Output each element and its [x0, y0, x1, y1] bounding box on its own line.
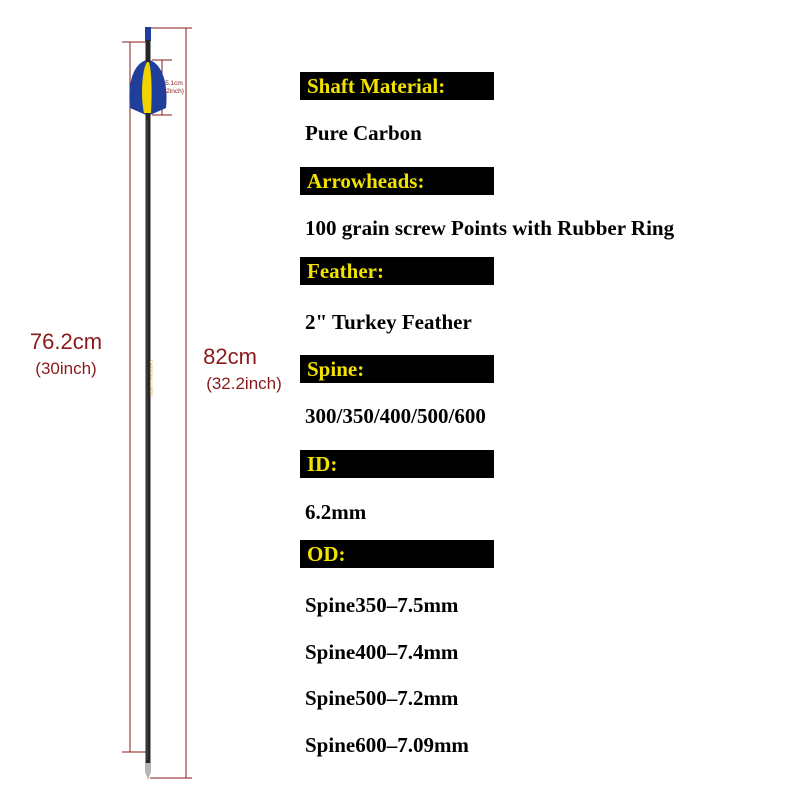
- spec-value-od-spine600: Spine600–7.09mm: [305, 733, 469, 757]
- spec-value-od-spine350: Spine350–7.5mm: [305, 593, 459, 617]
- arrow: [129, 27, 166, 780]
- nock: [145, 27, 151, 41]
- draw-length-inch-label: (30inch): [35, 359, 97, 378]
- feather-length-inch-label: (2inch): [164, 88, 184, 95]
- arrow-shaft: [146, 40, 151, 763]
- spec-label-id: ID:: [300, 450, 494, 478]
- spec-label-feather: Feather:: [300, 257, 494, 285]
- shaft-print: CARBON 6.2 SP350: [149, 360, 154, 397]
- total-length-label: 82cm: [203, 344, 257, 369]
- spec-value-spine: 300/350/400/500/600: [305, 404, 486, 428]
- spec-label-arrowheads: Arrowheads:: [300, 167, 494, 195]
- total-length-dimension: [150, 28, 192, 778]
- spec-value-arrowheads: 100 grain screw Points with Rubber Ring: [305, 216, 675, 240]
- draw-length-label: 76.2cm: [29, 329, 103, 354]
- spec-value-id: 6.2mm: [305, 500, 367, 524]
- feather-length-label: 5.1cm: [165, 80, 183, 87]
- spec-label-shaft-material: Shaft Material:: [300, 72, 494, 100]
- total-length-inch-label: (32.2inch): [206, 374, 282, 393]
- spec-value-od-spine400: Spine400–7.4mm: [305, 640, 459, 664]
- draw-length-dimension: [122, 42, 146, 752]
- spec-value-od-spine500: Spine500–7.2mm: [305, 686, 459, 710]
- arrow-point: [145, 763, 151, 780]
- spec-label-od: OD:: [300, 540, 494, 568]
- spec-value-feather: 2" Turkey Feather: [305, 310, 472, 334]
- spec-value-shaft-material: Pure Carbon: [305, 121, 422, 145]
- spec-label-spine: Spine:: [300, 355, 494, 383]
